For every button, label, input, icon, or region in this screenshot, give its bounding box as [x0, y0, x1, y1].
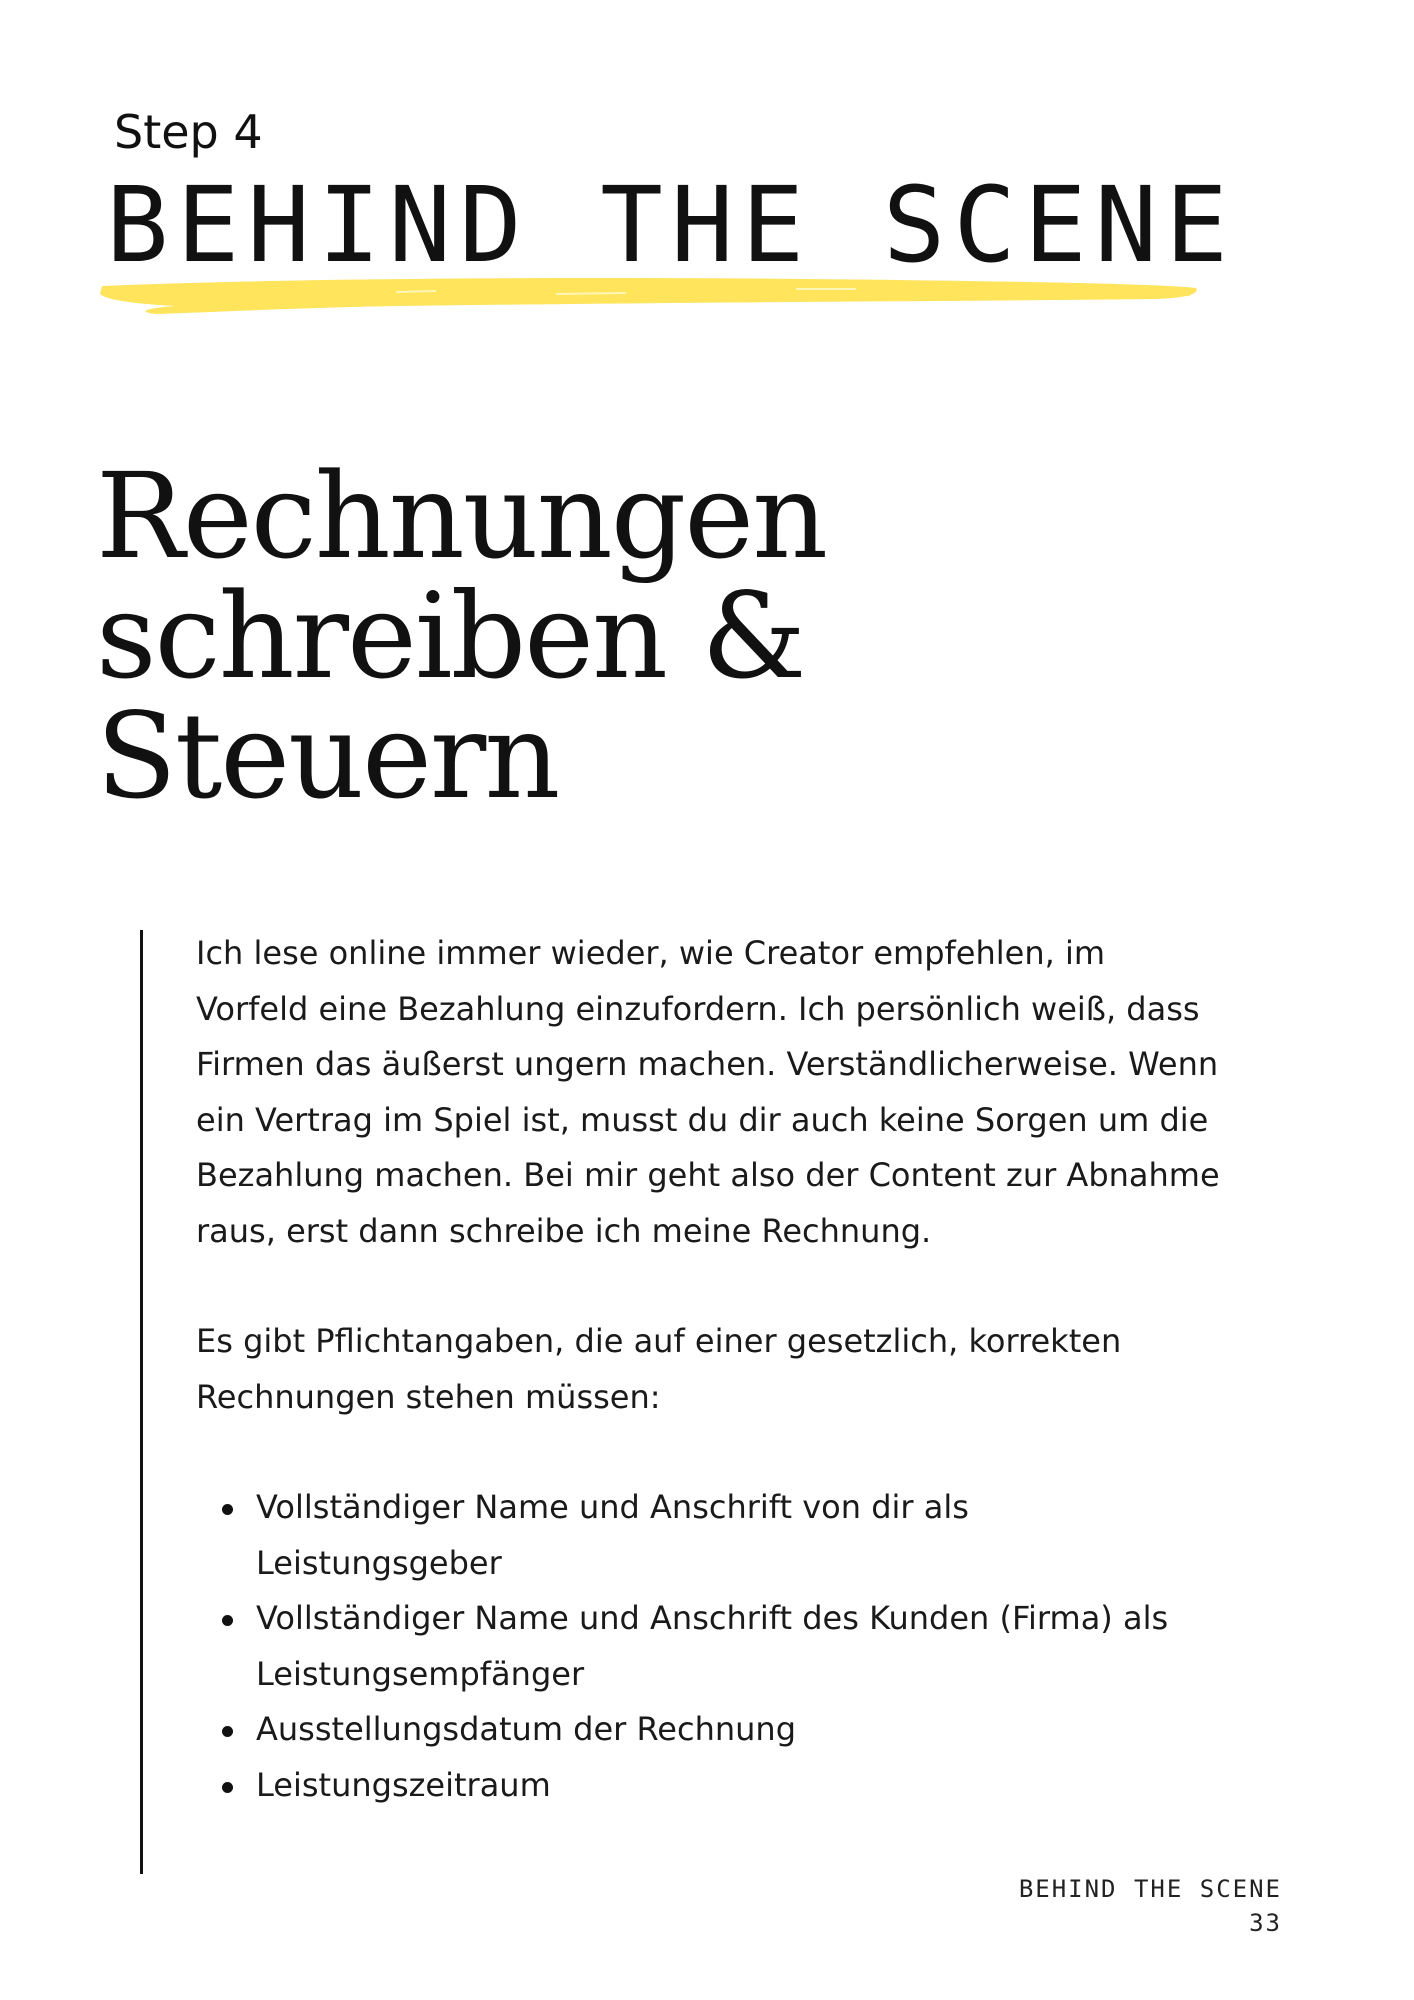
bullet-icon	[222, 1726, 233, 1737]
paragraph-1-line: raus, erst dann schreibe ich meine Rechnung.	[196, 1211, 932, 1250]
paragraph-2	[196, 1314, 1276, 1425]
paragraph-1	[196, 926, 1276, 1259]
list-item-line: Ausstellungsdatum der Rechnung	[256, 1710, 797, 1748]
list-item	[196, 1758, 1276, 1814]
paragraph-1-line: Ich lese online immer wieder, wie Creator empfehlen, im	[196, 934, 1106, 972]
page-number: 33	[1249, 1909, 1282, 1937]
list-item	[196, 1480, 1276, 1591]
section-title: BEHIND THE SCENE	[106, 164, 1236, 286]
headline-line-1: Rechnungen	[96, 447, 827, 585]
bullet-icon	[222, 1782, 233, 1793]
paragraph-1-line: ein Vertrag im Spiel ist, musst du dir auch keine Sorgen um die	[196, 1100, 1209, 1139]
paragraph-2-line: Es gibt Pflichtangaben, die auf einer gesetzlich, korrekten	[196, 1322, 1122, 1360]
list-item	[196, 1591, 1276, 1702]
list-item-line: Vollständiger Name und Anschrift von dir als	[256, 1488, 969, 1526]
list-item-line: Leistungsempfänger	[256, 1654, 585, 1693]
vertical-rule	[140, 930, 143, 1874]
headline-line-2: schreiben &	[96, 567, 805, 705]
list-item-line: Leistungsgeber	[256, 1543, 502, 1582]
paragraph-1-line: Firmen das äußerst ungern machen. Verständlicherweise. Wenn	[196, 1045, 1219, 1083]
bullet-icon	[222, 1615, 233, 1626]
list-item	[196, 1702, 1276, 1758]
list-item-line: Vollständiger Name und Anschrift des Kunden (Firma) als	[256, 1599, 1169, 1637]
footer-section-title: BEHIND THE SCENE	[1018, 1875, 1282, 1903]
page-headline	[96, 447, 1096, 825]
paragraph-1-line: Vorfeld eine Bezahlung einzufordern. Ich persönlich weiß, dass	[196, 989, 1200, 1028]
step-label: Step 4	[114, 105, 263, 159]
paragraph-2-line: Rechnungen stehen müssen:	[196, 1377, 661, 1416]
bullet-icon	[222, 1504, 233, 1515]
page-footer	[1019, 1872, 1282, 1940]
list-item-line: Leistungszeitraum	[256, 1765, 551, 1804]
body-text	[196, 926, 1276, 1813]
headline-line-3: Steuern	[96, 687, 559, 825]
paragraph-1-line: Bezahlung machen. Bei mir geht also der Content zur Abnahme	[196, 1156, 1220, 1194]
requirements-list	[196, 1480, 1276, 1813]
